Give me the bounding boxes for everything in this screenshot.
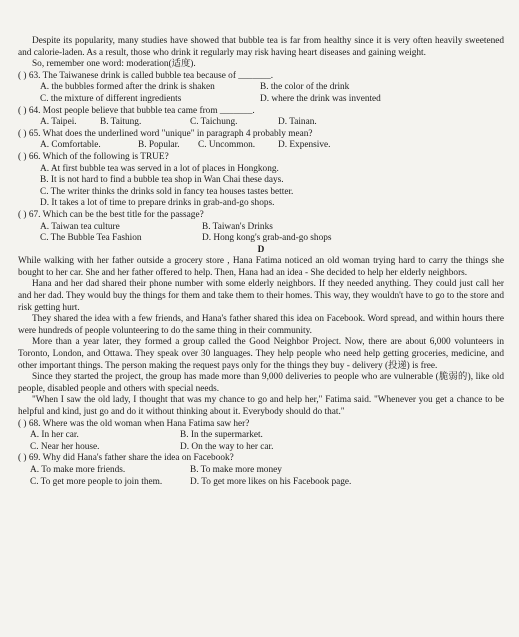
option-a: A. In her car. [30,430,79,441]
options-row [18,198,504,210]
option-a: A. Comfortable. [40,140,101,151]
question-stem: ( ) 65. What does the underlined word "unique" in paragraph 4 probably mean? [18,128,313,139]
option-a: A. the bubbles formed after the drink is shaken [40,82,215,93]
question-66 [18,152,504,164]
section-label: D [257,244,265,255]
option-c: C. Taichung. [190,117,238,128]
question-65 [18,129,504,141]
option-d: D. It takes a lot of time to prepare drinks in grab-and-go shops. [40,198,275,209]
option-b: B. In the supermarket. [180,430,263,441]
option-d: D. To get more likes on his Facebook page. [190,476,352,487]
option-a: A. Taiwan tea culture [40,221,120,232]
question-64 [18,106,504,118]
passage-paragraph: Hana and her dad shared their phone number with some elderly neighbors. If they needed anything. They could just call her and her dad. They would buy the things for them and take them to their homes. This way, they wouldn't have to go to the store and risk getting hurt. [18,279,504,313]
option-c: C. Near her house. [30,441,100,452]
passage-paragraph: More than a year later, they formed a group called the Good Neighbor Project. Now, there are about 6,000 volunteers in Toronto, London, and Ottawa. They speak over 30 languages. They help people who need help getting groceries, medicine, and other important things. The person making the request pays only for the things they buy - delivery (投递) is free. [18,337,504,371]
option-b: B. To make more money [190,464,282,475]
passage-paragraph: Since they started the project, the group has made more than 9,000 deliveries to people who are vulnerable (脆弱的), like old people, disabled people and others with special needs. [18,372,504,394]
options-row [18,233,504,245]
option-d: D. Hong kong's grab-and-go shops [202,233,332,244]
option-c: C. The Bubble Tea Fashion [40,233,142,244]
question-stem: ( ) 68. Where was the old woman when Hana Fatima saw her? [18,418,250,429]
passage-paragraph: Despite its popularity, many studies have showed that bubble tea is far from healthy since it is very often heavily sweetened and calorie-laden. As a result, those who drink it regularly may risk having heart diseases and gaining weight. [18,36,504,58]
option-c: C. Uncommon. [198,140,256,151]
option-c: C. the mixture of different ingredients [40,93,182,104]
option-b: B. It is not hard to find a bubble tea shop in Wan Chai these days. [40,175,284,186]
option-c: C. The writer thinks the drinks sold in fancy tea houses tastes better. [40,186,294,197]
question-stem: ( ) 67. Which can be the best title for the passage? [18,209,204,220]
option-b: B. Taiwan's Drinks [202,221,273,232]
passage-paragraph: While walking with her father outside a grocery store , Hana Fatima noticed an old woman trying hard to carry the things she bought to her car. She and her father offered to help. Then, Hana had an idea - She decided to help her elderly neighbors. [18,256,504,278]
options-row [18,164,504,176]
option-d: D. Tainan. [278,117,317,128]
question-67 [18,210,504,222]
passage-paragraph: So, remember one word: moderation(适度). [32,59,196,70]
question-68 [18,419,504,431]
option-d: D. Expensive. [278,140,331,151]
page-content [18,36,504,488]
options-row [18,465,504,477]
options-row [18,117,504,129]
option-a: A. Taipei. [40,117,77,128]
option-b: B. Taitung. [100,117,142,128]
options-row [18,477,504,489]
question-63 [18,71,504,83]
option-a: A. At first bubble tea was served in a lot of places in Hongkong. [40,163,279,174]
option-b: B. the color of the drink [260,82,350,93]
passage-paragraph: "When I saw the old lady, I thought that was my chance to go and help her," Fatima said. "Whenever you get a chance to be helpful and kind, just go and do it without thinking about it. Everybody should do that." [18,395,504,417]
options-row [18,94,504,106]
options-row [18,140,504,152]
question-stem: ( ) 66. Which of the following is TRUE? [18,151,169,162]
question-69 [18,453,504,465]
option-b: B. Popular. [138,140,180,151]
options-row [18,175,504,187]
question-stem: ( ) 69. Why did Hana's father share the idea on Facebook? [18,453,234,464]
options-row [18,187,504,199]
options-row [18,430,504,442]
options-row [18,442,504,454]
option-d: D. On the way to her car. [180,441,274,452]
option-c: C. To get more people to join them. [30,476,163,487]
question-stem: ( ) 64. Most people believe that bubble tea came from _______. [18,105,255,116]
question-stem: ( ) 63. The Taiwanese drink is called bubble tea because of _______. [18,70,274,81]
option-d: D. where the drink was invented [260,93,381,104]
options-row [18,222,504,234]
passage-paragraph: They shared the idea with a few friends, and Hana's father shared this idea on Facebook. Word spread, and within hours there were hundreds of people volunteering to do the same thing in their community. [18,314,504,336]
option-a: A. To make more friends. [30,464,126,475]
options-row [18,82,504,94]
